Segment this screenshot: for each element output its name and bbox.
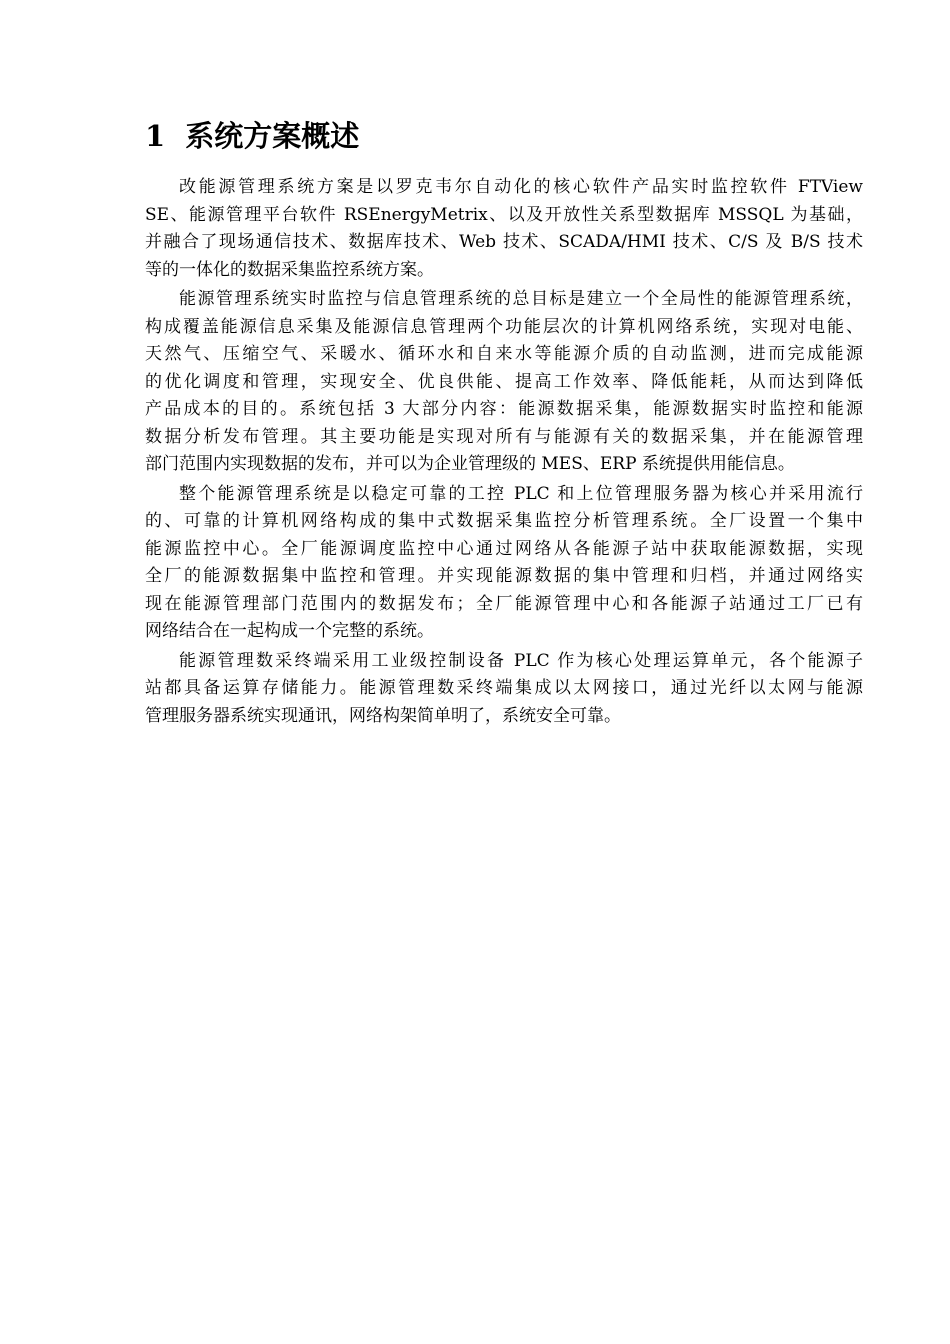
paragraph-line: 天然气、压缩空气、采暖水、循环水和自来水等能源介质的自动监测，进而完成能源 (145, 344, 863, 364)
paragraph-line: 并融合了现场通信技术、数据库技术、Web 技术、SCADA/HMI 技术、C/S 及 B/S 技术 (145, 232, 863, 252)
paragraph-line: 的优化调度和管理，实现安全、优良供能、提高工作效率、降低能耗，从而达到降低 (145, 371, 863, 392)
paragraph-line: 现在能源管理部门范围内的数据发布；全厂能源管理中心和各能源子站通过工厂已有 (145, 593, 863, 614)
paragraph-line: 构成覆盖能源信息采集及能源信息管理两个功能层次的计算机网络系统，实现对电能、 (145, 316, 863, 337)
paragraph-line: 站都具备运算存储能力。能源管理数采终端集成以太网接口，通过光纤以太网与能源 (145, 678, 863, 698)
paragraph-line: 全厂的能源数据集中监控和管理。并实现能源数据的集中管理和归档，并通过网络实 (145, 566, 863, 586)
paragraph-line: 能源管理数采终端采用工业级控制设备 PLC 作为核心处理运算单元，各个能源子 (179, 650, 863, 671)
paragraph-line: 能源监控中心。全厂能源调度监控中心通过网络从各能源子站中获取能源数据，实现 (145, 538, 863, 559)
paragraph-line: SE、能源管理平台软件 RSEnergyMetrix、以及开放性关系型数据库 MSSQL 为基础， (145, 204, 863, 225)
document-body (145, 174, 863, 730)
paragraph-line: 数据分析发布管理。其主要功能是实现对所有与能源有关的数据采集，并在能源管理 (145, 426, 863, 447)
paragraph-line: 产品成本的目的。系统包括 3 大部分内容：能源数据采集，能源数据实时监控和能源 (145, 399, 863, 419)
paragraph-line: 等的一体化的数据采集监控系统方案。 (145, 259, 434, 280)
paragraph-3 (145, 481, 863, 646)
paragraph-line: 网络结合在一起构成一个完整的系统。 (145, 621, 434, 641)
paragraph-line: 能源管理系统实时监控与信息管理系统的总目标是建立一个全局性的能源管理系统， (179, 289, 863, 309)
paragraph-line: 改能源管理系统方案是以罗克韦尔自动化的核心软件产品实时监控软件 FTView (179, 177, 863, 197)
paragraph-2 (145, 286, 863, 479)
section-number: 1 (145, 119, 166, 153)
section-heading (145, 116, 359, 156)
paragraph-line: 管理服务器系统实现通讯，网络构架简单明了，系统安全可靠。 (145, 705, 621, 726)
paragraph-line: 部门范围内实现数据的发布，并可以为企业管理级的 MES、ERP 系统提供用能信息。 (145, 454, 795, 474)
paragraph-line: 的、可靠的计算机网络构成的集中式数据采集监控分析管理系统。全厂设置一个集中 (145, 511, 863, 531)
paragraph-line: 整个能源管理系统是以稳定可靠的工控 PLC 和上位管理服务器为核心并采用流行 (179, 483, 863, 504)
paragraph-1 (145, 174, 863, 284)
section-title: 系统方案概述 (185, 119, 360, 153)
paragraph-4 (145, 648, 863, 731)
